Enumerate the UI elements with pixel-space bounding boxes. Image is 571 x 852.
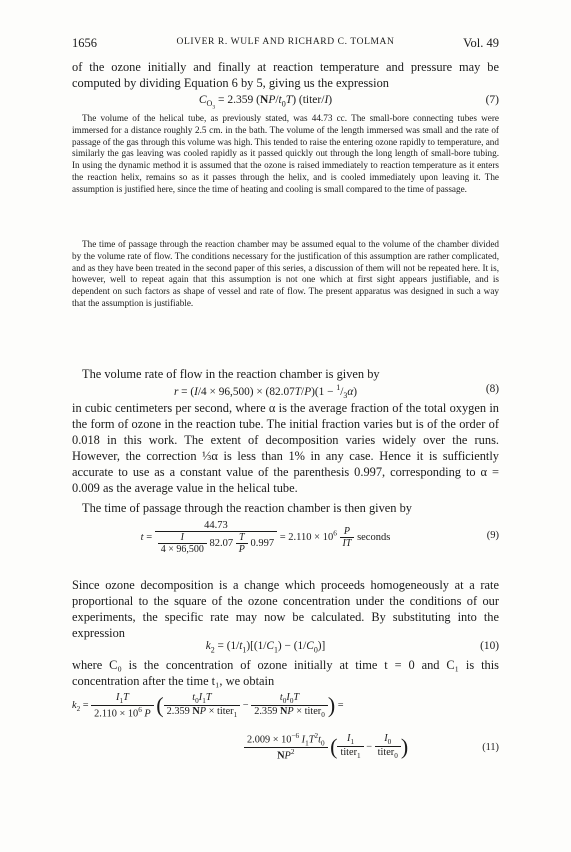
equation-9-number: (9) [486, 530, 499, 541]
running-authors: OLIVER R. WULF AND RICHARD C. TOLMAN [176, 37, 395, 47]
time-unit: seconds [357, 531, 391, 543]
paragraph-volume-rate-intro: The volume rate of flow in the reaction chamber is given by [82, 367, 380, 381]
equation-11-number: (11) [482, 742, 499, 753]
paragraph-concentration-definition: where C₀ is the concentration of ozone initially at time t = 0 and C₁ is this concentration after the time t₁, we obtain [72, 658, 499, 688]
running-header [72, 36, 499, 52]
page-number: 1656 [72, 36, 97, 50]
equation-7: $C_{O_3} = 2.359$ $(NP/t_0T)$ (titer/I) (7) [198, 94, 499, 111]
paragraph-helical-tube-volume: The volume of the helical tube, as previously stated, was 44.73 cc. The small-bore connecting tubes were immersed for a distance roughly 2.5 cm. in the bath. The volume of the length immersed was small and the rate of passage of the gas through this volume was high. This tended to raise the entering ozone rapidly to temperature, and similarly the gas leaving was cooled rapidly as it passed quickly out through the long length of small-bore tubing. In using the dynamic method it is assumed that the ozone is raised immediately to reaction temperature as it enters the reaction helix, remains so as it passes through the helix, and is cooled immediately upon leaving it. The assumption is justified here, since the time of heating and cooling is small compared to the time of passage. [72, 113, 499, 194]
paragraph-time-of-passage: The time of passage through the reaction chamber may be assumed equal to the volume of the chamber divided by the volume rate of flow. The conditions necessary for the justification of this assumption are rather complicated, and as they have been treated in the second paper of this series, a discussion of them will not be repeated here. It is, however, well to repeat again that this assumption is not one which at first sight appears justifiable, and is dependent on such factors as shape of vessel and rate of flow. The present apparatus was designed in such a way that the assumption is justifiable. [72, 239, 499, 308]
equation-11: $k_2$ = $\frac{I_1T}{2.110 \times 10^6 P}$ ( $\frac{t_0I_1T}{2.359 NP \times titer_1}$ − $\frac{t_0I_0T}{2.359 NP \times titer_0}$ ) = $\frac{2.009 \times 10^{-6} I_1T^2t_0}{NP^2}$ ( $\frac{I_1}{titer_1}$ − $\frac{I_0}{titer_0}$ ) (11) [72, 692, 499, 762]
equation-10-number: (10) [480, 640, 499, 652]
paragraph-flow-rate-explanation: in cubic centimeters per second, where α is the average fraction of the total oxygen in the form of ozone in the reaction tube. The initial fraction varies but is of the order of 0.018 in this work. The extent of decomposition varies widely over the runs. However, the correction ⅓α is less than 1% in any case. Hence it is sufficiently accurate to use as a constant value of the parenthesis 0.997, corresponding to α = 0.009 as the average value in the helical tube. [72, 401, 499, 495]
equation-7-number: (7) [485, 94, 499, 106]
equation-10: $k_2 = (1/t_1)[(1/C_1) - (1/C_0)]$ (10) [205, 640, 499, 655]
paragraph-ozone-computation: of the ozone initially and finally at reaction temperature and pressure may be computed by dividing Equation 6 by 5, giving us the expression [72, 60, 499, 90]
paragraph-ozone-decomposition: Since ozone decomposition is a change which proceeds homogeneously at a rate proportional to the square of the ozone concentration under the conditions of our experiments, the specific rate may now be calculated. By substituting into the expression [72, 578, 499, 640]
equation-8-number: (8) [485, 383, 499, 395]
equation-8: $r = (I/4 \times 96,500) \times (82.07T/P)(1 - ^1/_3\alpha)$ (8) [173, 383, 499, 401]
paragraph-time-passage-intro: The time of passage through the reaction chamber is then given by [82, 501, 412, 515]
volume-label: Vol. 49 [463, 36, 499, 50]
equation-9: t = 44.73 $\frac{I}{4 \times 96,500}$ 82.07 $\frac{T}{P}$ 0.997 = $2.110 \times 10^6$ $\frac{P}{IT}$ seconds (9) [140, 520, 499, 555]
